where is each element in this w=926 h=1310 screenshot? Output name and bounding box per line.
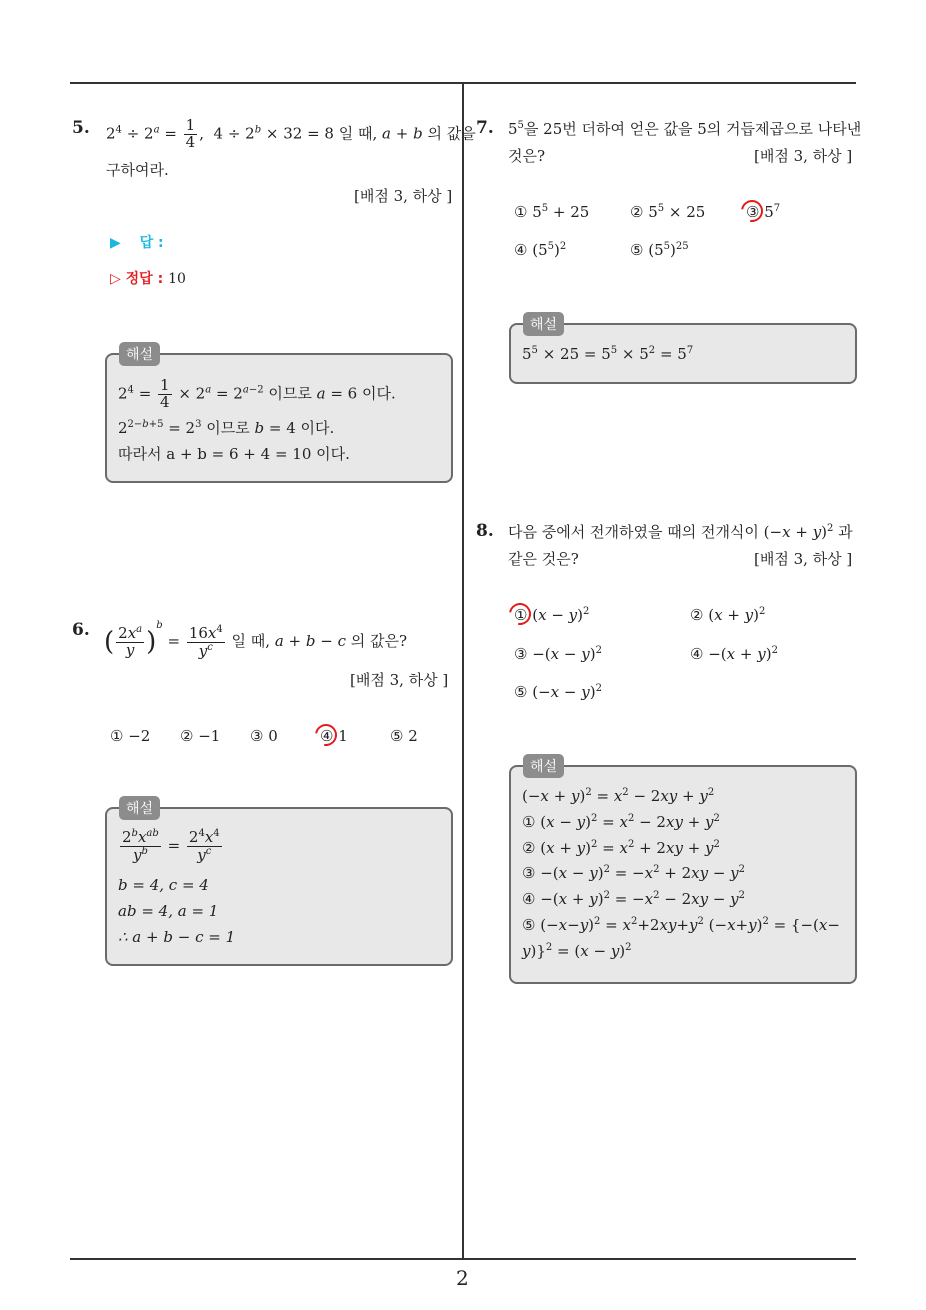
explanation-line: $\frac{2^bx^{ab}}{y^b}$ = $\frac{2^4x^4}{y^c}$ — [122, 828, 220, 864]
correct-value: 10 — [168, 271, 186, 287]
score-label: [배점 3, 하상 ] — [754, 550, 853, 568]
explanation-line: 따라서 a + b = 6 + 4 = 10 이다. — [118, 445, 350, 463]
explanation-line: $5^5 \times 25 = 5^5 \times 5^2 = 5^7$ — [522, 345, 694, 363]
question-text: ( $\frac{2x^a}{y}$ )$^b$ = $\frac{16x^4}{y^c}$ 일 때, a + b − c 의 값은? — [104, 620, 408, 660]
question-text-line2: 것은? — [508, 147, 546, 165]
bottom-rule — [70, 1258, 856, 1260]
question-number: 8. — [476, 521, 494, 541]
choice-1[interactable]: ① $(x - y)^2$ — [514, 606, 590, 624]
explanation-tag: 해설 — [119, 796, 160, 820]
explanation-line: $2^4$ = $\frac{1}{4}$ × $2^a = 2^{a-2}$ 이므로 a = 6 이다. — [118, 376, 396, 411]
question-number: 6. — [72, 620, 90, 640]
question-text: 다음 중에서 전개하였을 때의 전개식이 $(-x + y)^2$ 과 — [508, 523, 853, 541]
explanation-line: ⑤ $(-x-y)^2 = x^2+2xy+y^2$ $(-x+y)^2 = \{-(x-$ — [522, 916, 840, 934]
choice-5[interactable]: ⑤ $(5^5)^{25}$ — [630, 241, 689, 259]
explanation-line: b = 4, c = 4 — [118, 876, 209, 894]
explanation-tag: 해설 — [119, 342, 160, 366]
question-text: $5^5$을 25번 더하여 얻은 값을 5의 거듭제곱으로 나타낸 — [508, 120, 862, 138]
explanation-line: ① $(x - y)^2 = x^2 - 2xy + y^2$ — [522, 813, 720, 831]
choice-4[interactable]: ④ $(5^5)^2$ — [514, 241, 567, 259]
explanation-line: $(-x + y)^2 = x^2 - 2xy + y^2$ — [522, 787, 715, 805]
answer-label: 답 : — [139, 235, 164, 251]
choice-1[interactable]: ① −2 — [110, 727, 151, 745]
choice-1[interactable]: ① $5^5 + 25$ — [514, 203, 590, 221]
explanation-line: $y)\}^2 = (x - y)^2$ — [522, 942, 632, 960]
question-number: 5. — [72, 118, 90, 138]
question-text-line2: 같은 것은? — [508, 550, 579, 568]
correct-answer-row — [110, 268, 186, 288]
choice-3[interactable]: ③ 0 — [250, 727, 278, 745]
explanation-line: ab = 4, a = 1 — [118, 902, 219, 920]
choice-4[interactable]: ④ $-(x + y)^2$ — [690, 645, 778, 663]
choice-5[interactable]: ⑤ $(-x - y)^2$ — [514, 683, 602, 701]
explanation-line: ④ $-(x + y)^2 = -x^2 - 2xy - y^2$ — [522, 890, 746, 908]
explanation-line: ③ $-(x - y)^2 = -x^2 + 2xy - y^2$ — [522, 864, 746, 882]
fraction: $\frac{1}{4}$ — [185, 116, 196, 151]
explanation-tag: 해설 — [523, 754, 564, 778]
choice-2[interactable]: ② −1 — [180, 727, 221, 745]
explanation-line: ② $(x + y)^2 = x^2 + 2xy + y^2$ — [522, 839, 720, 857]
selected-answer-mark — [505, 599, 536, 630]
column-divider — [462, 83, 464, 1259]
answer-row — [110, 232, 164, 252]
explanation-line: $2^{2-b+5} = 2^3$ 이므로 b = 4 이다. — [118, 419, 335, 437]
page-number: 2 — [456, 1266, 469, 1290]
play-arrow-icon: ▶ — [110, 235, 121, 251]
selected-answer-mark — [311, 720, 342, 751]
correct-label: 정답 : — [125, 271, 164, 287]
score-label: [배점 3, 하상 ] — [350, 671, 449, 689]
question-text-line2: 구하여라. — [106, 161, 169, 179]
score-label: [배점 3, 하상 ] — [354, 187, 453, 205]
outline-arrow-icon: ▷ — [110, 271, 121, 287]
selected-answer-mark — [737, 196, 768, 227]
explanation-line: ∴ a + b − c = 1 — [118, 928, 236, 946]
choice-3[interactable]: ③ $-(x - y)^2$ — [514, 645, 602, 663]
choice-3[interactable]: ③ $5^7$ — [746, 203, 781, 221]
choice-2[interactable]: ② $5^5 \times 25$ — [630, 203, 706, 221]
choice-2[interactable]: ② $(x + y)^2$ — [690, 606, 766, 624]
question-text: $2^4 \div 2^a$ = $\frac{1}{4}$ , $4 \div 2^b \times 32 = 8$ 일 때, a + b 의 값을 — [106, 116, 476, 151]
explanation-tag: 해설 — [523, 312, 564, 336]
choice-4[interactable]: ④ 1 — [320, 727, 348, 745]
question-number: 7. — [476, 118, 494, 138]
score-label: [배점 3, 하상 ] — [754, 147, 853, 165]
choice-5[interactable]: ⑤ 2 — [390, 727, 418, 745]
